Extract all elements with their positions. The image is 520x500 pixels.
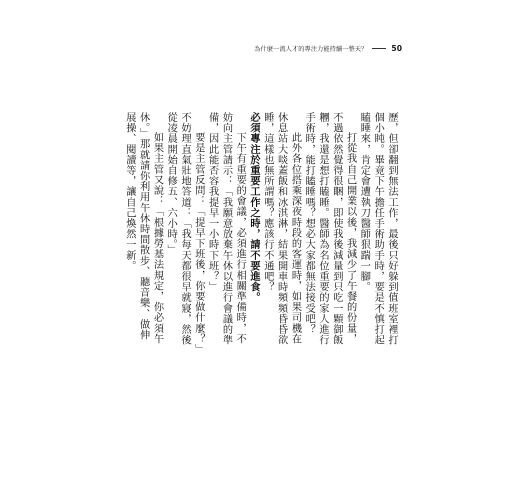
paragraph: 歷，但卻翻到無法工作，最後只好躲到值班室裡打個小盹。畢竟下午擔任手術助手時，要是不慎打起瞌睡來，肯定會遭執刀醫師狠踹一腳。 [358,112,397,346]
running-header-title: 為什麼一流人才的專注力能持續一整天？ [254,46,368,53]
section-heading: 必須專注於重要工作之時，請不要進食。 [248,112,260,303]
paragraph: 打從我自己開業以後，我減少了午餐的份量，不過依然覺得很睏，即使我後減量到只吃一顆御飯糰，我還是想打瞌睡。醫師為名位重要的家人進行手術時，能打瞌睡嗎？想必大家都無法接受吧？ [303,112,356,346]
paragraph: 此外各位搭乘深夜時段的客運時，如果司機在休息站大啖蓋飯和冰淇淋，結果開車時頻頻昏昏欲睡，這樣也無所謂嗎？應該行不通吧？ [261,112,301,346]
page-number: 50 [391,44,402,53]
header-divider [372,48,386,49]
body-text [122,112,398,350]
paragraph: 要是主管反問：「提早下班後，你要做什麼？」不妨理直氣壯地答道：「我每天都很早就寢，然後從凌晨開始自修五、六小時。」 [165,112,204,350]
running-header [254,44,402,53]
paragraph: 如果主管又說：「根據勞基法規定，你必須午休。」那就請你利用午休時間散步、聽音樂、做伸展操、閱讀等，讓自己煥然一新。 [123,112,163,345]
paragraph: 下午有重要的會議，必須進行相關準備時，不妨向主管請示：「我願意放棄午休以進行會議的準備，因此能否容我提早一小時下班？」 [206,112,246,346]
